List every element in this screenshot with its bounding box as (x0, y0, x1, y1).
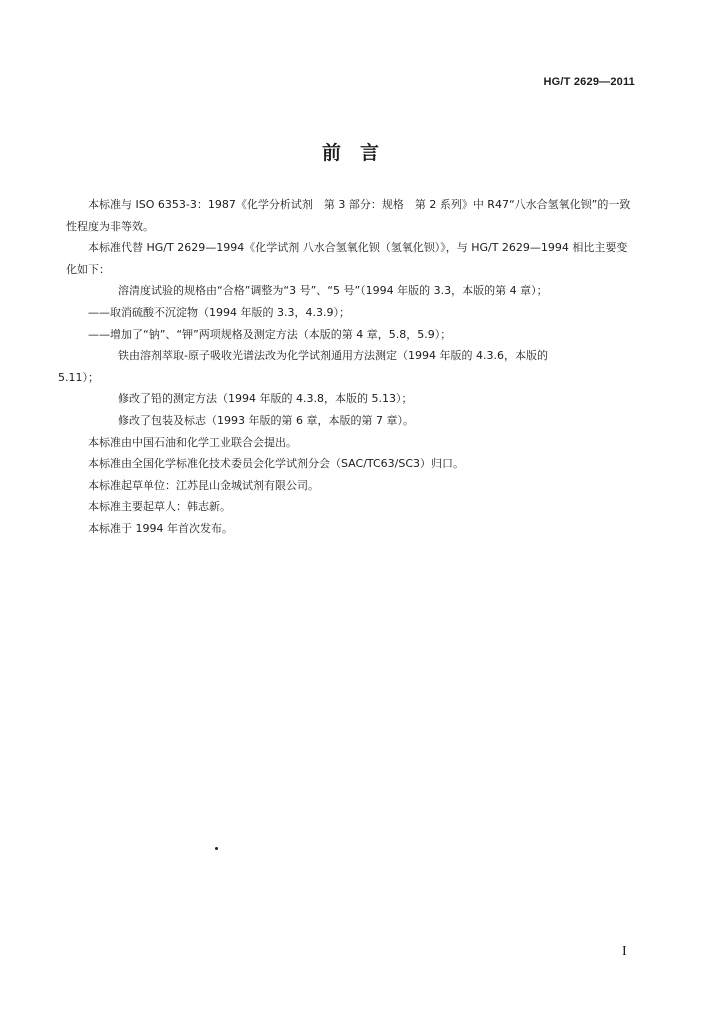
scan-speck (215, 847, 218, 850)
paragraph-first-release: 本标准于 1994 年首次发布。 (88, 521, 233, 535)
page-number: I (622, 944, 627, 959)
paragraph-drafting-unit: 本标准起草单位：江苏昆山金城试剂有限公司。 (88, 478, 319, 492)
paragraph-equivalence: 本标准与 ISO 6353-3：1987《化学分析试剂 第 3 部分：规格 第 2 系列》中 R47“八水合氢氧化钡”的一致性程度为非等效。 (66, 198, 631, 233)
change-item-lead: 修改了铅的测定方法（1994 年版的 4.3.8，本版的 5.13）； (118, 392, 413, 406)
change-item-iron-continued: 5.11）； (58, 370, 99, 384)
paragraph-proposer: 本标准由中国石油和化学工业联合会提出。 (88, 435, 297, 449)
paragraph-committee: 本标准由全国化学标准化技术委员会化学试剂分会（SAC/TC63/SC3）归口。 (88, 457, 465, 471)
standard-code: HG/T 2629—2011 (543, 76, 635, 88)
change-item-sodium-potassium: ——增加了“钠”、“钾”两项规格及测定方法（本版的第 4 章，5.8，5.9）； (88, 327, 452, 341)
change-item-clarity: 溶清度试验的规格由“合格”调整为“3 号”、“5 号”（1994 年版的 3.3，本版的第 4 章）； (118, 284, 548, 298)
paragraph-drafter: 本标准主要起草人：韩志新。 (88, 500, 231, 514)
change-item-sulfate: ——取消硫酸不沉淀物（1994 年版的 3.3，4.3.9）； (88, 305, 350, 319)
paragraph-replacement: 本标准代替 HG/T 2629—1994《化学试剂 八水合氢氧化钡（氢氧化钡）》，与 HG/T 2629—1994 相比主要变化如下： (66, 241, 628, 276)
change-item-packaging: 修改了包装及标志（1993 年版的第 6 章，本版的第 7 章）。 (118, 413, 414, 427)
change-item-iron: 铁由溶剂萃取-原子吸收光谱法改为化学试剂通用方法测定（1994 年版的 4.3.6，本版的 (118, 349, 548, 363)
foreword-body (58, 194, 636, 540)
page-title: 前 言 (321, 142, 379, 164)
